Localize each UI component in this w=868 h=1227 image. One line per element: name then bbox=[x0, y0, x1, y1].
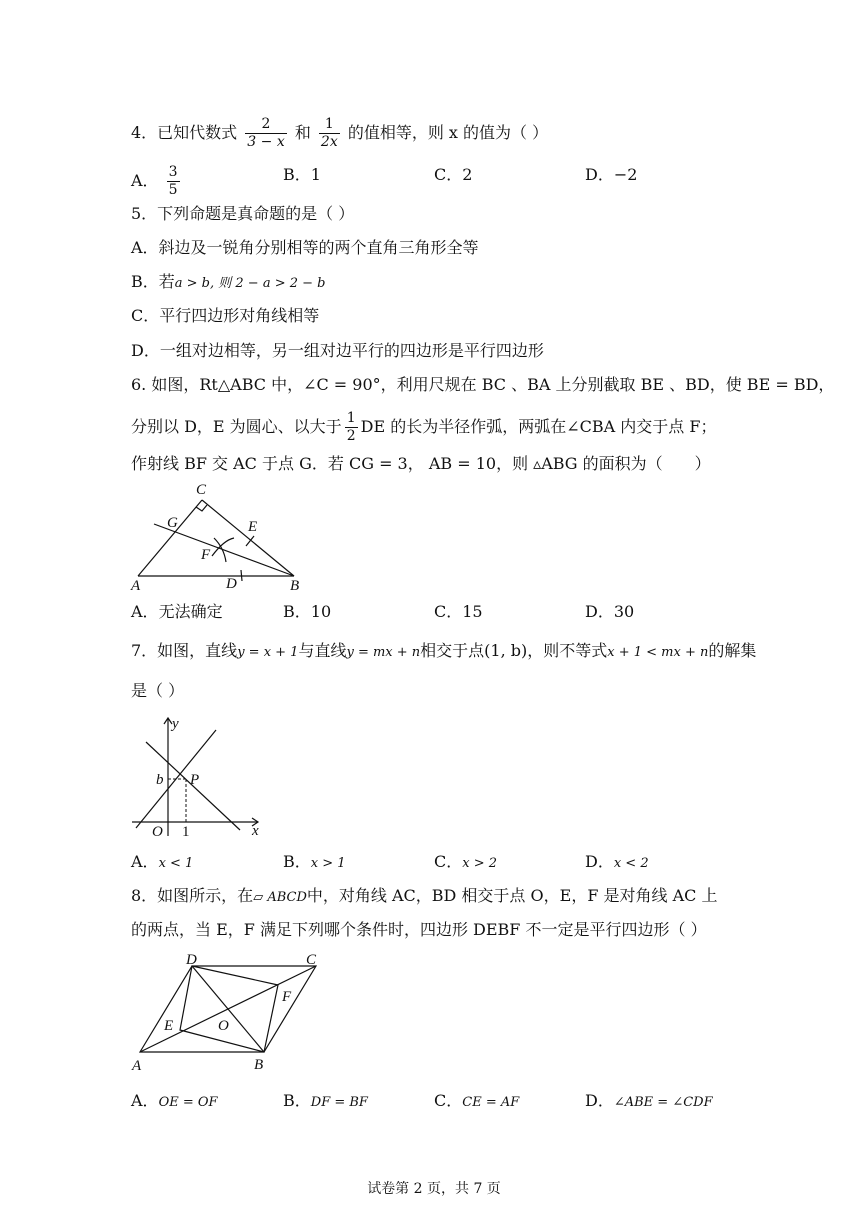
label-g: G bbox=[167, 515, 178, 531]
q8-option-d[interactable]: D．∠ABE = ∠CDF bbox=[585, 1091, 713, 1110]
label-one: 1 bbox=[182, 824, 190, 840]
q5-option-a[interactable]: A．斜边及一锐角分别相等的两个直角三角形全等 bbox=[131, 238, 479, 257]
page-footer: 试卷第 2 页，共 7 页 bbox=[367, 1181, 501, 1197]
q6-option-a[interactable]: A．无法确定 bbox=[131, 602, 223, 621]
label-f: F bbox=[201, 547, 211, 563]
q4-option-b[interactable]: B．1 bbox=[283, 165, 321, 184]
label-d: D bbox=[226, 576, 237, 592]
q7-option-c[interactable]: C．x > 2 bbox=[434, 852, 498, 871]
q5-option-c[interactable]: C．平行四边形对角线相等 bbox=[131, 306, 320, 325]
label-e: E bbox=[248, 519, 258, 535]
label-o: O bbox=[152, 824, 163, 840]
label-c: C bbox=[306, 952, 317, 968]
q6-line2: 分别以 D，E 为圆心、以大于 $\frac{1}{2}$ DE 的长为半径作弧，两弧在∠CBA 内交于点 F； bbox=[131, 410, 717, 444]
q8-line2: 的两点，当 E，F 满足下列哪个条件时，四边形 DEBF 不一定是平行四边形（ ） bbox=[131, 920, 707, 939]
q4-option-a[interactable]: A． $\frac{3}{5}$ bbox=[131, 164, 178, 198]
q5-option-b[interactable]: B．若a > b, 则 2 − a > 2 − b bbox=[131, 272, 326, 291]
q4-frac1: $\frac{2}{3 - x}$ bbox=[247, 116, 285, 150]
q6-option-b[interactable]: B．10 bbox=[283, 602, 332, 621]
q4-option-d[interactable]: D．−2 bbox=[585, 165, 638, 184]
q7-option-a[interactable]: A．x < 1 bbox=[131, 852, 194, 871]
segment-cb bbox=[202, 500, 294, 576]
q8-option-c[interactable]: C．CE = AF bbox=[434, 1091, 520, 1110]
q7-graph-figure bbox=[128, 712, 268, 840]
diagonal-bd bbox=[192, 966, 264, 1052]
arc-d-mark bbox=[241, 570, 242, 581]
label-a: A bbox=[132, 1058, 142, 1074]
label-e: E bbox=[164, 1018, 174, 1034]
q8-parallelogram-figure bbox=[128, 952, 328, 1076]
label-d: D bbox=[186, 952, 197, 968]
q6-option-c[interactable]: C．15 bbox=[434, 602, 483, 621]
q5-stem: 5．下列命题是真命题的是（ ） bbox=[131, 204, 355, 223]
label-a: A bbox=[131, 578, 141, 594]
q7-line2: 是（ ） bbox=[131, 681, 185, 700]
q4-stem: 4．已知代数式 $\frac{2}{3 - x}$ 和 $\frac{1}{2x}$ 的值相等，则 x 的值为（ ） bbox=[131, 116, 549, 150]
ray-bf bbox=[154, 524, 294, 576]
q6-triangle-figure bbox=[128, 478, 318, 596]
label-y: y bbox=[172, 716, 179, 732]
q6-line3: 作射线 BF 交 AC 于点 G．若 CG = 3， AB = 10，则 ▵ABG 的面积为（ ） bbox=[131, 454, 711, 473]
q4-frac2: $\frac{1}{2x}$ bbox=[320, 116, 338, 150]
label-f: F bbox=[282, 989, 292, 1005]
label-b: b bbox=[156, 772, 164, 788]
q7-line1: 7．如图，直线y = x + 1与直线y = mx + n相交于点(1, b)，则不等式x + 1 < mx + n的解集 bbox=[131, 641, 757, 660]
q8-option-b[interactable]: B．DF = BF bbox=[283, 1091, 368, 1110]
q7-option-b[interactable]: B．x > 1 bbox=[283, 852, 346, 871]
q6-option-d[interactable]: D．30 bbox=[585, 602, 635, 621]
label-b: B bbox=[290, 578, 300, 594]
label-x: x bbox=[252, 823, 259, 839]
label-p: P bbox=[190, 772, 200, 788]
q8-option-a[interactable]: A．OE = OF bbox=[131, 1091, 218, 1110]
q7-option-d[interactable]: D．x < 2 bbox=[585, 852, 649, 871]
q5-option-d[interactable]: D．一组对边相等，另一组对边平行的四边形是平行四边形 bbox=[131, 341, 544, 360]
label-o: O bbox=[218, 1018, 229, 1034]
q8-line1: 8．如图所示，在▱ ABCD中，对角线 AC，BD 相交于点 O，E，F 是对角线 AC 上 bbox=[131, 886, 718, 905]
q4-option-c[interactable]: C．2 bbox=[434, 165, 473, 184]
q6-line1: 6. 如图，Rt△ABC 中，∠C = 90°，利用尺规在 BC 、BA 上分别截取 BE 、BD，使 BE = BD， bbox=[131, 375, 835, 394]
label-b: B bbox=[254, 1057, 264, 1073]
label-c: C bbox=[196, 482, 207, 498]
